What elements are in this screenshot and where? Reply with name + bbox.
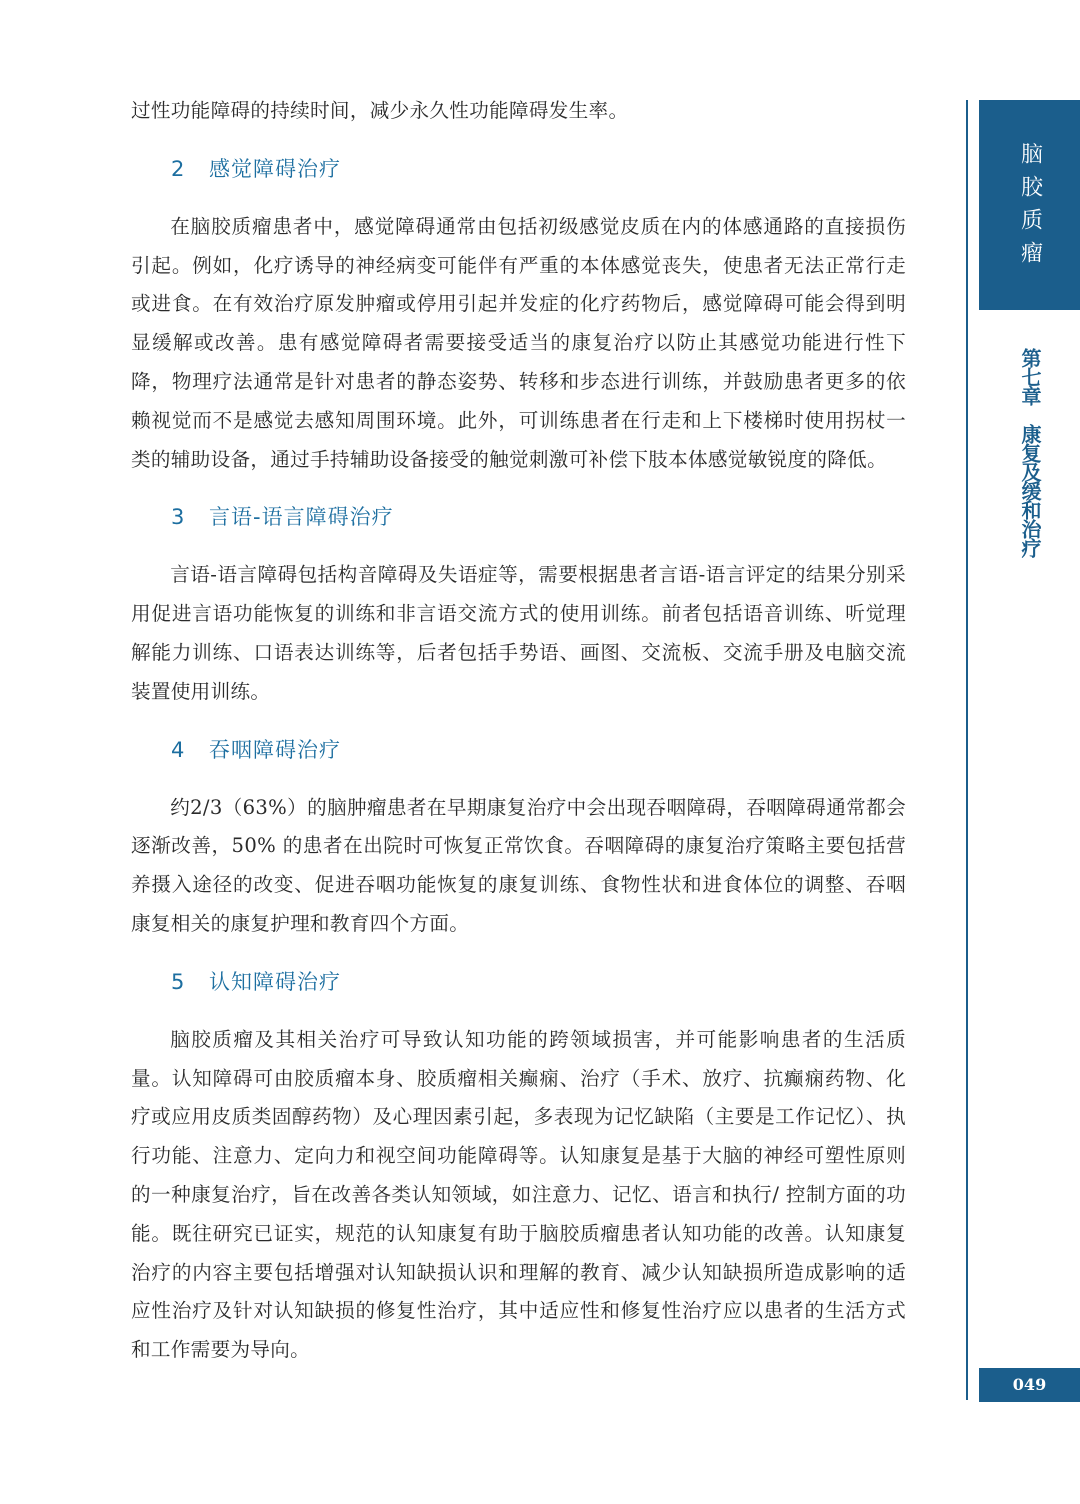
section-number: 5	[171, 969, 186, 994]
paragraph-speech: 言语-语言障碍包括构音障碍及失语症等，需要根据患者言语-语言评定的结果分别采用促进言语功能恢复的训练和非言语交流方式的使用训练。前者包括语音训练、听觉理解能力训练、口语表达训练等，后者包括手势语、画图、交流板、交流手册及电脑交流装置使用训练。	[131, 563, 906, 703]
section-title: 认知障碍治疗	[209, 969, 341, 994]
main-text	[131, 92, 906, 1370]
chapter-title: 第七章 康复及缓和治疗	[1018, 348, 1042, 557]
paragraph-swallowing: 约2/3（63%）的脑肿瘤患者在早期康复治疗中会出现吞咽障碍，吞咽障碍通常都会逐渐改善，50% 的患者在出院时可恢复正常饮食。吞咽障碍的康复治疗策略主要包括营养摄入途径的改变、促进吞咽功能恢复的康复训练、食物性状和进食体位的调整、吞咽康复相关的康复护理和教育四个方面。	[131, 795, 906, 935]
book-title-tab	[979, 100, 1080, 310]
book-title: 脑胶质瘤	[1017, 142, 1043, 274]
section-heading-sensory	[131, 150, 906, 188]
margin-rule	[966, 100, 968, 1400]
section-title: 言语-语言障碍治疗	[209, 505, 394, 530]
section-heading-speech	[131, 498, 906, 536]
section-number: 3	[171, 505, 186, 530]
page-number: 049	[979, 1368, 1080, 1402]
section-number: 2	[171, 156, 186, 181]
paragraph-sensory: 在脑胶质瘤患者中，感觉障碍通常由包括初级感觉皮质在内的体感通路的直接损伤引起。例如，化疗诱导的神经病变可能伴有严重的本体感觉丧失，使患者无法正常行走或进食。在有效治疗原发肿瘤或停用引起并发症的化疗药物后，感觉障碍可能会得到明显缓解或改善。患有感觉障碍者需要接受适当的康复治疗以防止其感觉功能进行性下降，物理疗法通常是针对患者的静态姿势、转移和步态进行训练，并鼓励患者更多的依赖视觉而不是感觉去感知周围环境。此外，可训练患者在行走和上下楼梯时使用拐杖一类的辅助设备，通过手持辅助设备接受的触觉刺激可补偿下肢本体感觉敏锐度的降低。	[131, 214, 906, 471]
section-title: 感觉障碍治疗	[209, 156, 341, 181]
paragraph-cognitive: 脑胶质瘤及其相关治疗可导致认知功能的跨领域损害，并可能影响患者的生活质量。认知障碍可由胶质瘤本身、胶质瘤相关癫痫、治疗（手术、放疗、抗癫痫药物、化疗或应用皮质类固醇药物）及心理因素引起，多表现为记忆缺陷（主要是工作记忆）、执行功能、注意力、定向力和视空间功能障碍等。认知康复是基于大脑的神经可塑性原则的一种康复治疗，旨在改善各类认知领域，如注意力、记忆、语言和执行/ 控制方面的功能。既往研究已证实，规范的认知康复有助于脑胶质瘤患者认知功能的改善。认知康复治疗的内容主要包括增强对认知缺损认识和理解的教育、减少认知缺损所造成影响的适应性治疗及针对认知缺损的修复性治疗，其中适应性和修复性治疗应以患者的生活方式和工作需要为导向。	[131, 1027, 906, 1362]
section-heading-swallowing	[131, 731, 906, 769]
section-heading-cognitive	[131, 963, 906, 1001]
section-title: 吞咽障碍治疗	[209, 737, 341, 762]
paragraph-intro-continuation: 过性功能障碍的持续时间，减少永久性功能障碍发生率。	[131, 99, 629, 122]
section-number: 4	[171, 737, 186, 762]
